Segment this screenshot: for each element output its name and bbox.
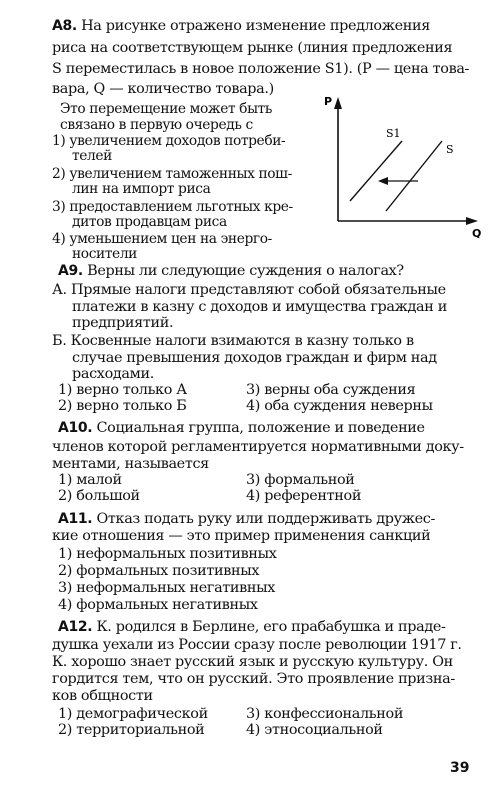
a9-option-3: 3) верны оба суждения bbox=[246, 382, 416, 398]
a9-option-2: 2) верно только Б bbox=[58, 398, 187, 414]
a8-stem-1: Это перемещение может быть bbox=[60, 101, 273, 117]
a8-option-4-cont: носители bbox=[72, 246, 137, 262]
a8-option-3-cont: дитов продавцам риса bbox=[72, 214, 227, 230]
a11-number: А11. bbox=[58, 511, 93, 527]
a10-line-1 bbox=[58, 420, 478, 436]
a12-option-4: 4) этносоциальной bbox=[246, 722, 383, 738]
a11-option-4: 4) формальных негативных bbox=[58, 597, 258, 613]
a12-number: А12. bbox=[58, 619, 93, 635]
a9-b-line-1: Б. Косвенные налоги взимаются в казну только в bbox=[52, 333, 414, 349]
a10-option-4: 4) референтной bbox=[246, 488, 362, 504]
a10-text-1: Социальная группа, положение и поведение bbox=[96, 420, 425, 436]
a8-line-3: S переместилась в новое положение S1). (P — цена това- bbox=[52, 61, 470, 77]
a8-text-1: На рисунке отражено изменение предложения bbox=[81, 18, 430, 34]
a9-option-1: 1) верно только А bbox=[58, 382, 187, 398]
q-label: Q bbox=[472, 227, 482, 238]
a12-line-1 bbox=[58, 619, 478, 635]
a12-text-1: К. родился в Берлине, его прабабушка и праде- bbox=[96, 619, 446, 635]
a9-b-line-2: случае превышения доходов граждан и фирм над bbox=[72, 350, 437, 366]
p-label: P bbox=[324, 95, 333, 108]
a9-option-4: 4) оба суждения неверны bbox=[246, 398, 433, 414]
a9-a-line-3: предприятий. bbox=[72, 315, 174, 331]
a10-line-2: членов которой регламентируется нормативными доку- bbox=[52, 439, 464, 455]
p-axis-arrow bbox=[334, 97, 342, 109]
a9-a-line-2: платежи в казну с доходов и имущества граждан и bbox=[72, 299, 447, 315]
shift-arrow-head bbox=[378, 177, 388, 185]
a12-line-3: К. хорошо знает русский язык и русскую культуру. Он bbox=[52, 654, 453, 670]
a8-stem-2: связано в первую очередь с bbox=[60, 117, 253, 133]
a9-number: А9. bbox=[58, 263, 83, 279]
a9-b-line-3: расходами. bbox=[72, 366, 154, 382]
a8-line-2: риса на соответствующем рынке (линия предложения bbox=[52, 40, 453, 56]
a8-option-2: 2) увеличением таможенных пош- bbox=[52, 166, 292, 182]
a10-number: А10. bbox=[58, 420, 93, 436]
s1-label: S1 bbox=[386, 127, 401, 140]
a8-line-4: вара, Q — количество товара.) bbox=[52, 81, 274, 97]
a8-option-3: 3) предоставлением льготных кре- bbox=[52, 199, 293, 215]
a8-number: А8. bbox=[52, 18, 77, 34]
a12-option-3: 3) конфессиональной bbox=[246, 706, 404, 722]
a10-option-3: 3) формальной bbox=[246, 472, 355, 488]
a8-option-1-cont: телей bbox=[72, 148, 112, 164]
a12-option-1: 1) демографической bbox=[58, 706, 208, 722]
a11-text-1: Отказ подать руку или поддерживать дружес- bbox=[96, 511, 436, 527]
s-label: S bbox=[446, 143, 454, 156]
a8-option-2-cont: лин на импорт риса bbox=[72, 181, 211, 197]
a9-title bbox=[58, 263, 478, 279]
a8-option-4: 4) уменьшением цен на энерго- bbox=[52, 231, 272, 247]
a10-option-2: 2) большой bbox=[58, 488, 140, 504]
a9-a-line-1: А. Прямые налоги представляют собой обязательные bbox=[52, 282, 446, 298]
s1-curve bbox=[350, 141, 402, 201]
a10-option-1: 1) малой bbox=[58, 472, 122, 488]
supply-shift-graph bbox=[322, 93, 482, 238]
a11-option-1: 1) неформальных позитивных bbox=[58, 546, 277, 562]
a12-line-2: душка уехали из России сразу после революции 1917 г. bbox=[52, 637, 462, 653]
q-axis-arrow bbox=[466, 217, 478, 225]
a11-line-1 bbox=[58, 511, 478, 527]
a12-line-5: ков общности bbox=[52, 688, 153, 704]
a8-line-1 bbox=[52, 18, 472, 34]
a10-line-3: ментами, называется bbox=[52, 456, 209, 472]
a12-line-4: гордится тем, что он русский. Это проявление призна- bbox=[52, 671, 455, 687]
page-number: 39 bbox=[450, 760, 470, 776]
a11-option-2: 2) формальных позитивных bbox=[58, 563, 260, 579]
a8-option-1: 1) увеличением доходов потреби- bbox=[52, 133, 286, 149]
a11-line-2: кие отношения — это пример применения санкций bbox=[52, 528, 431, 544]
a12-option-2: 2) территориальной bbox=[58, 722, 205, 738]
s-curve bbox=[386, 141, 442, 211]
a9-title-text: Верны ли следующие суждения о налогах? bbox=[87, 263, 404, 279]
a11-option-3: 3) неформальных негативных bbox=[58, 580, 276, 596]
